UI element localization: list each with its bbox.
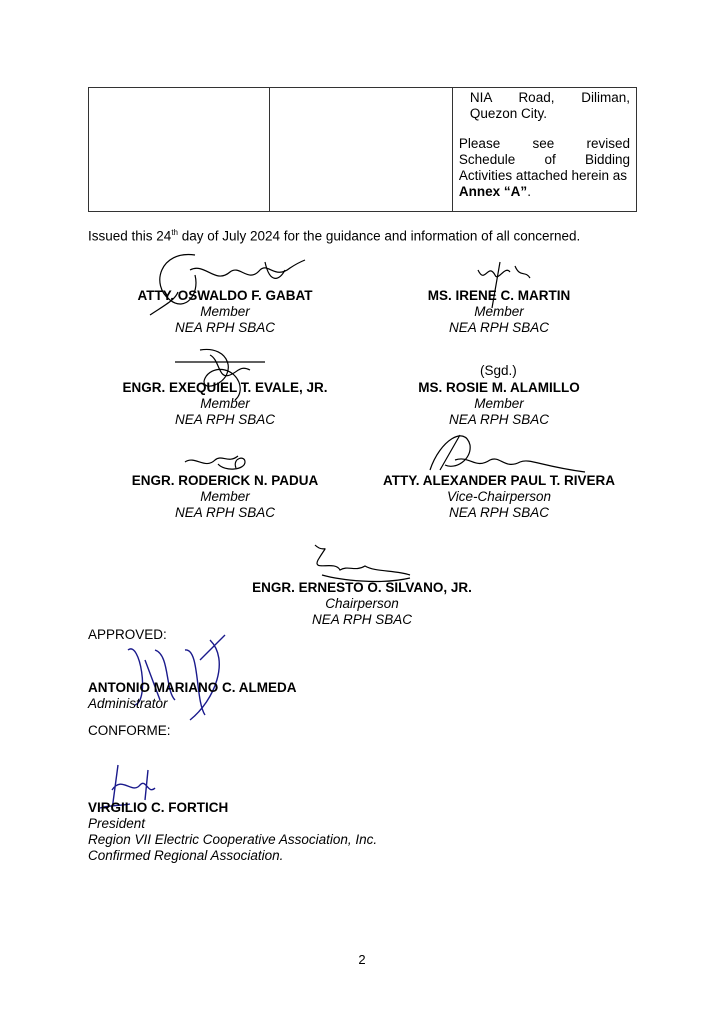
approver-role: Administrator bbox=[88, 696, 168, 711]
table-cell-empty-1 bbox=[89, 88, 270, 212]
signatory-org: NEA RPH SBAC bbox=[174, 412, 276, 427]
signatory-org: NEA RPH SBAC bbox=[448, 505, 550, 520]
note-line-4: Annex “A”. bbox=[458, 184, 531, 199]
signatory-name: MS. ROSIE M. ALAMILLO bbox=[418, 380, 580, 395]
conforme-org-1: Region VII Electric Cooperative Association, Inc. bbox=[88, 832, 378, 847]
signatory-org: NEA RPH SBAC bbox=[174, 320, 276, 335]
signed-mark: (Sgd.) bbox=[480, 363, 517, 378]
signatory-org: NEA RPH SBAC bbox=[448, 412, 550, 427]
signature-silvano-stroke bbox=[315, 545, 410, 581]
table-cell-venue bbox=[452, 88, 636, 212]
conforme-org-2: Confirmed Regional Association. bbox=[88, 848, 284, 863]
signatory-martin bbox=[349, 288, 649, 336]
signature-gabat-stroke2 bbox=[265, 262, 285, 278]
signatory-padua bbox=[75, 473, 375, 521]
issued-statement: Issued this 24th day of July 2024 for the guidance and information of all concerned. bbox=[88, 228, 581, 244]
signatory-role: Member bbox=[474, 396, 524, 411]
signatory-role: Member bbox=[474, 304, 524, 319]
conforme-role: President bbox=[88, 816, 146, 831]
page-number: 2 bbox=[358, 952, 366, 967]
signatory-name: ENGR. EXEQUIEL T. EVALE, JR. bbox=[122, 380, 328, 395]
signatory-role: Chairperson bbox=[325, 596, 399, 611]
signature-rivera-stroke bbox=[430, 435, 585, 472]
conforme-name: VIRGILIO C. FORTICH bbox=[88, 800, 229, 815]
note-line-2: Schedule of Bidding bbox=[458, 152, 630, 167]
signatory-gabat bbox=[75, 288, 375, 336]
signatory-name: ATTY. OSWALDO F. GABAT bbox=[137, 288, 313, 303]
table-row bbox=[89, 88, 637, 212]
signatory-org: NEA RPH SBAC bbox=[174, 505, 276, 520]
signatory-name: MS. IRENE C. MARTIN bbox=[427, 288, 571, 303]
signatory-role: Vice-Chairperson bbox=[446, 489, 552, 504]
table-cell-empty-2 bbox=[270, 88, 452, 212]
signatory-name: ENGR. ERNESTO O. SILVANO, JR. bbox=[252, 580, 472, 595]
conforme-block bbox=[88, 800, 377, 864]
note-line-1: Please see revised bbox=[458, 136, 630, 151]
signatory-name: ENGR. RODERICK N. PADUA bbox=[131, 473, 319, 488]
signatory-role: Member bbox=[200, 304, 250, 319]
signatory-org: NEA RPH SBAC bbox=[311, 612, 413, 627]
signatory-org: NEA RPH SBAC bbox=[448, 320, 550, 335]
note-line-3: Activities attached herein as bbox=[458, 168, 628, 183]
approver-name: ANTONIO MARIANO C. ALMEDA bbox=[88, 680, 297, 695]
signatory-evale bbox=[75, 380, 375, 428]
signatory-alamillo bbox=[349, 380, 649, 428]
signatory-role: Member bbox=[200, 396, 250, 411]
signatory-role: Member bbox=[200, 489, 250, 504]
annex-label: Annex “A” bbox=[458, 184, 528, 199]
conforme-label: CONFORME: bbox=[88, 723, 171, 738]
approved-label: APPROVED: bbox=[88, 627, 167, 642]
signatory-silvano bbox=[212, 580, 512, 628]
approver-block bbox=[88, 680, 297, 712]
signatory-name: ATTY. ALEXANDER PAUL T. RIVERA bbox=[382, 473, 616, 488]
signatory-rivera bbox=[349, 473, 649, 521]
venue-line-1: NIA Road, Diliman, bbox=[469, 90, 630, 105]
schedule-table bbox=[88, 87, 637, 212]
signature-padua-stroke bbox=[185, 456, 245, 469]
venue-line-2: Quezon City. bbox=[469, 106, 547, 121]
